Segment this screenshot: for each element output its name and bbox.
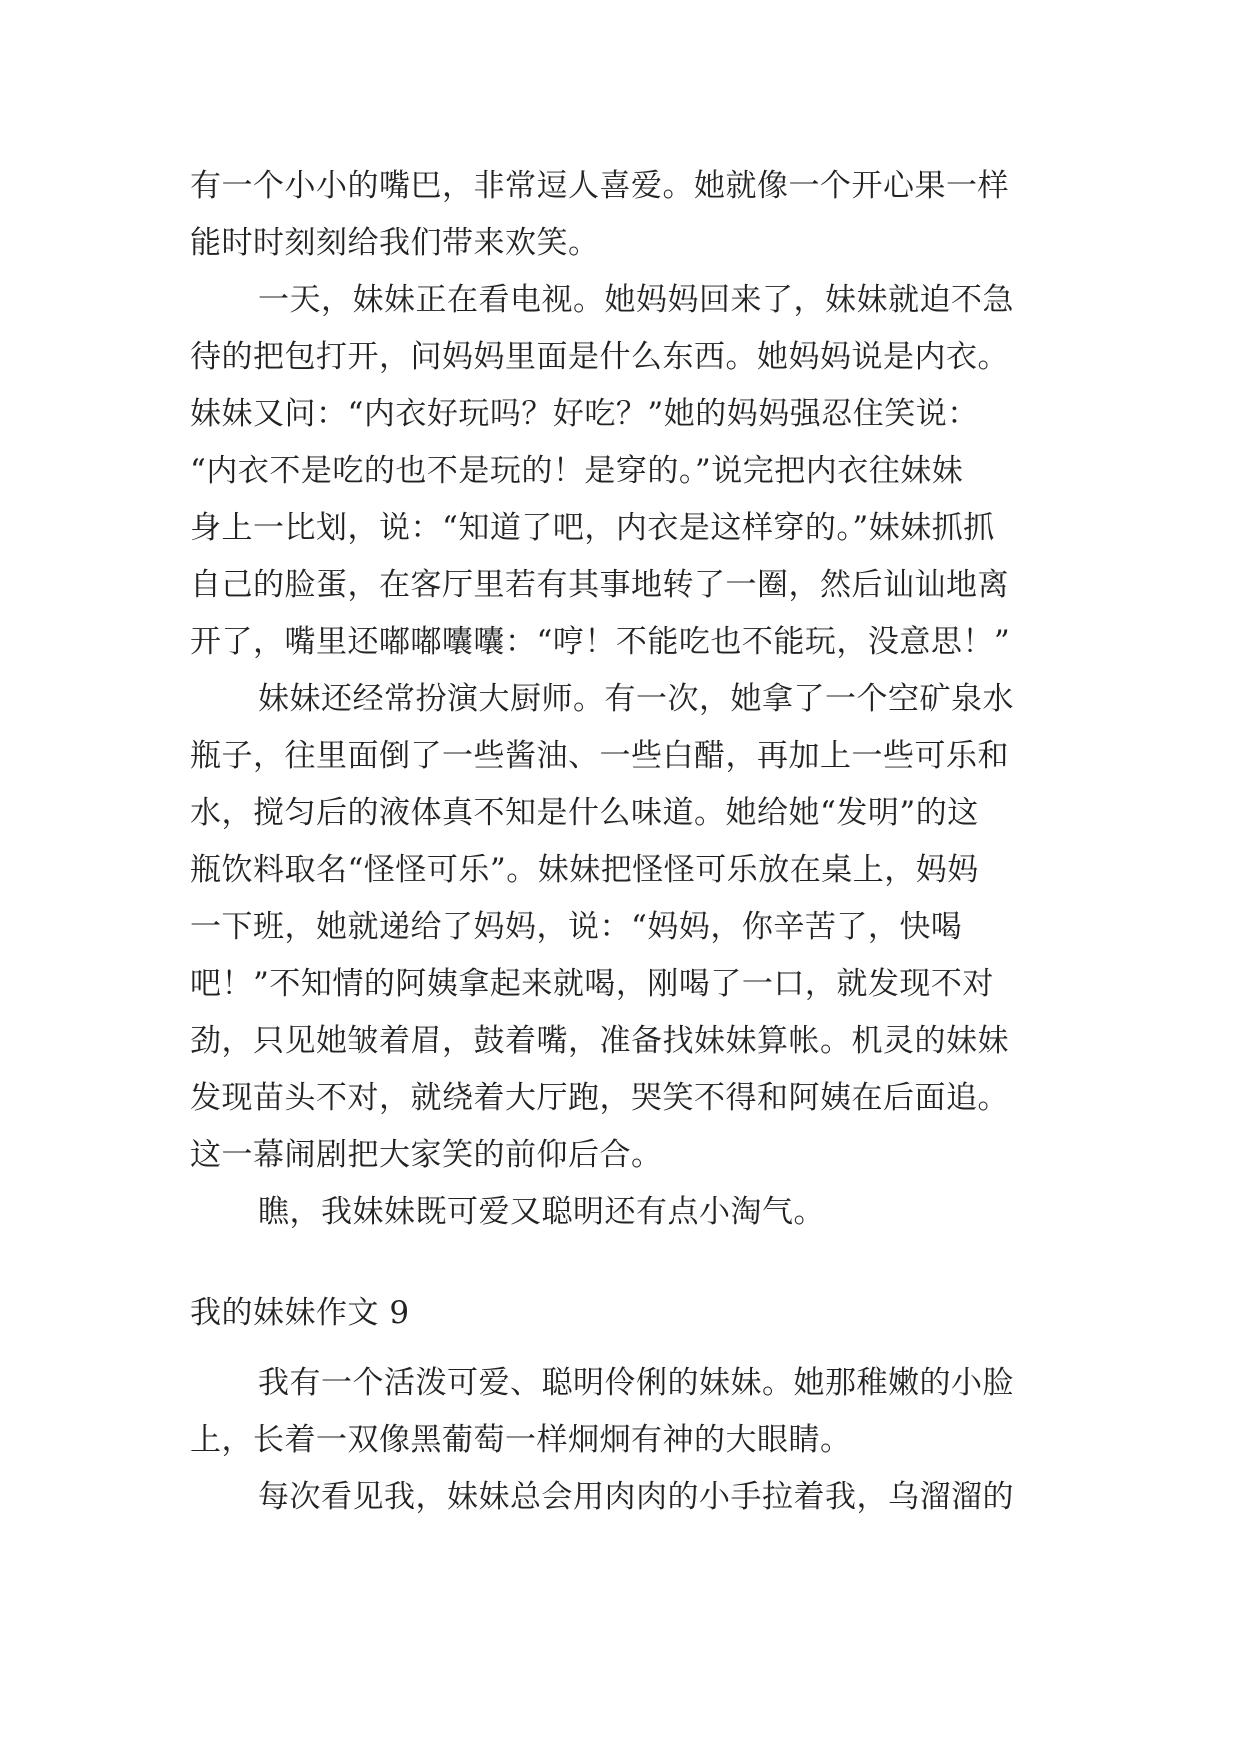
text-line: 待的把包打开，问妈妈里面是什么东西。她妈妈说是内衣。 xyxy=(190,339,1009,375)
text-line: 劲，只见她皱着眉，鼓着嘴，准备找妹妹算帐。机灵的妹妹 xyxy=(190,1023,1009,1059)
text-line: 水，搅匀后的液体真不知是什么味道。她给她“发明”的这 xyxy=(190,795,979,831)
paragraph-start-line: 瞧，我妹妹既可爱又聪明还有点小淘气。 xyxy=(258,1194,825,1230)
text-line: 能时时刻刻给我们带来欢笑。 xyxy=(190,225,600,261)
text-line: 身上一比划，说：“知道了吧，内衣是这样穿的。”妹妹抓抓 xyxy=(190,510,995,546)
text-line: 上，长着一双像黑葡萄一样炯炯有神的大眼睛。 xyxy=(190,1422,852,1458)
text-line: 自己的脸蛋，在客厅里若有其事地转了一圈，然后讪讪地离 xyxy=(190,567,1009,603)
paragraph-start-line: 一天，妹妹正在看电视。她妈妈回来了，妹妹就迫不急 xyxy=(258,282,1014,318)
paragraph-start-line: 每次看见我，妹妹总会用肉肉的小手拉着我，乌溜溜的 xyxy=(258,1479,1014,1515)
text-line: 一下班，她就递给了妈妈，说：“妈妈，你辛苦了，快喝 xyxy=(190,909,963,945)
text-line: 开了，嘴里还嘟嘟囔囔：“哼！不能吃也不能玩，没意思！” xyxy=(190,624,1011,660)
essay-body xyxy=(190,158,1070,1526)
text-line: 有一个小小的嘴巴，非常逗人喜爱。她就像一个开心果一样 xyxy=(190,168,1009,204)
text-line: 妹妹又问：“内衣好玩吗？好吃？”她的妈妈强忍住笑说： xyxy=(190,396,979,432)
essay-heading: 我的妹妹作文 9 xyxy=(190,1295,410,1331)
paragraph-start-line: 我有一个活泼可爱、聪明伶俐的妹妹。她那稚嫩的小脸 xyxy=(258,1365,1014,1401)
text-line: “内衣不是吃的也不是玩的！是穿的。”说完把内衣往妹妹 xyxy=(190,453,964,489)
text-line: 吧！”不知情的阿姨拿起来就喝，刚喝了一口，就发现不对 xyxy=(190,966,994,1002)
text-line: 瓶饮料取名“怪怪可乐”。妹妹把怪怪可乐放在桌上，妈妈 xyxy=(190,852,979,888)
text-line: 这一幕闹剧把大家笑的前仰后合。 xyxy=(190,1137,663,1173)
text-line: 瓶子，往里面倒了一些酱油、一些白醋，再加上一些可乐和 xyxy=(190,738,1009,774)
paragraph-start-line: 妹妹还经常扮演大厨师。有一次，她拿了一个空矿泉水 xyxy=(258,681,1014,717)
text-line: 发现苗头不对，就绕着大厅跑，哭笑不得和阿姨在后面追。 xyxy=(190,1080,1009,1116)
